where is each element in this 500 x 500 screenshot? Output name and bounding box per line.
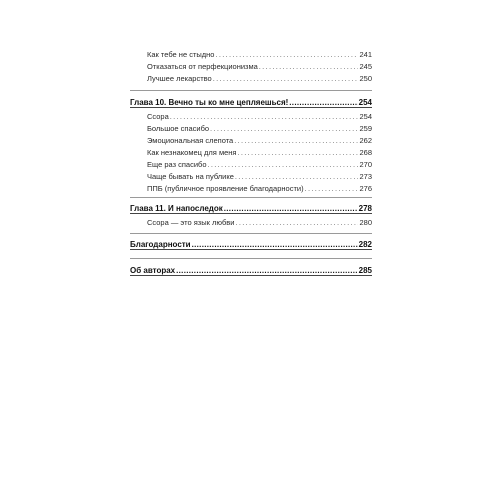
chapter-underline [130,275,372,276]
chapter-page: 285 [358,266,372,275]
chapter-title: Благодарности [130,240,191,249]
chapter-page: 282 [358,240,372,249]
toc-entry[interactable] [147,123,372,134]
dot-leader [235,171,359,182]
dot-leader [215,49,358,60]
toc-entry-title: Эмоциональная слепота [147,136,234,145]
toc-entry[interactable] [147,73,372,84]
toc-entry[interactable] [147,183,372,194]
toc-entry-page: 262 [359,136,372,145]
toc-entry-title: Как тебе не стыдно [147,50,215,59]
dot-leader [234,135,358,146]
dot-leader [305,183,359,194]
toc-entry[interactable] [147,61,372,72]
dot-leader [237,147,358,158]
toc-entry-page: 241 [359,50,372,59]
toc-entry[interactable] [147,49,372,60]
divider [130,197,372,198]
dot-leader [210,123,358,134]
chapter-title: Глава 11. И напоследок [130,204,223,213]
chapter-page: 278 [358,204,372,213]
toc-entry-page: 250 [359,74,372,83]
dot-leader [235,217,358,228]
dot-leader [259,61,359,72]
toc-entry-title: Чаще бывать на публике [147,172,234,181]
toc-entry-page: 273 [359,172,372,181]
toc-entry-title: ППБ (публичное проявление благодарности) [147,184,304,193]
chapter-underline [130,249,372,250]
toc-entry-title: Как незнакомец для меня [147,148,237,157]
dot-leader [170,111,359,122]
toc-entry-title: Ссора [147,112,169,121]
dot-leader [208,159,359,170]
toc-entry-title: Еще раз спасибо [147,160,207,169]
chapter-title: Глава 10. Вечно ты ко мне цепляешься! [130,98,289,107]
divider [130,233,372,234]
toc-entry[interactable] [147,135,372,146]
chapter-underline [130,213,372,214]
toc-entry[interactable] [147,147,372,158]
toc-entry-page: 268 [359,148,372,157]
toc-entry-title: Лучшее лекарство [147,74,212,83]
toc-entry-page: 259 [359,124,372,133]
toc-entry-page: 276 [359,184,372,193]
toc-entry-page: 245 [359,62,372,71]
toc-entry-page: 270 [359,160,372,169]
dot-leader [213,73,359,84]
toc-entry[interactable] [147,217,372,228]
toc-entry[interactable] [147,171,372,182]
toc-entry[interactable] [147,159,372,170]
divider [130,90,372,91]
chapter-underline [130,107,372,108]
toc-entry-title: Отказаться от перфекционизма [147,62,258,71]
toc-entry-title: Ссора — это язык любви [147,218,235,227]
toc-entry[interactable] [147,111,372,122]
divider [130,258,372,259]
chapter-title: Об авторах [130,266,176,275]
toc-entry-page: 254 [359,112,372,121]
toc-entry-page: 280 [359,218,372,227]
chapter-page: 254 [358,98,372,107]
toc-entry-title: Большое спасибо [147,124,210,133]
